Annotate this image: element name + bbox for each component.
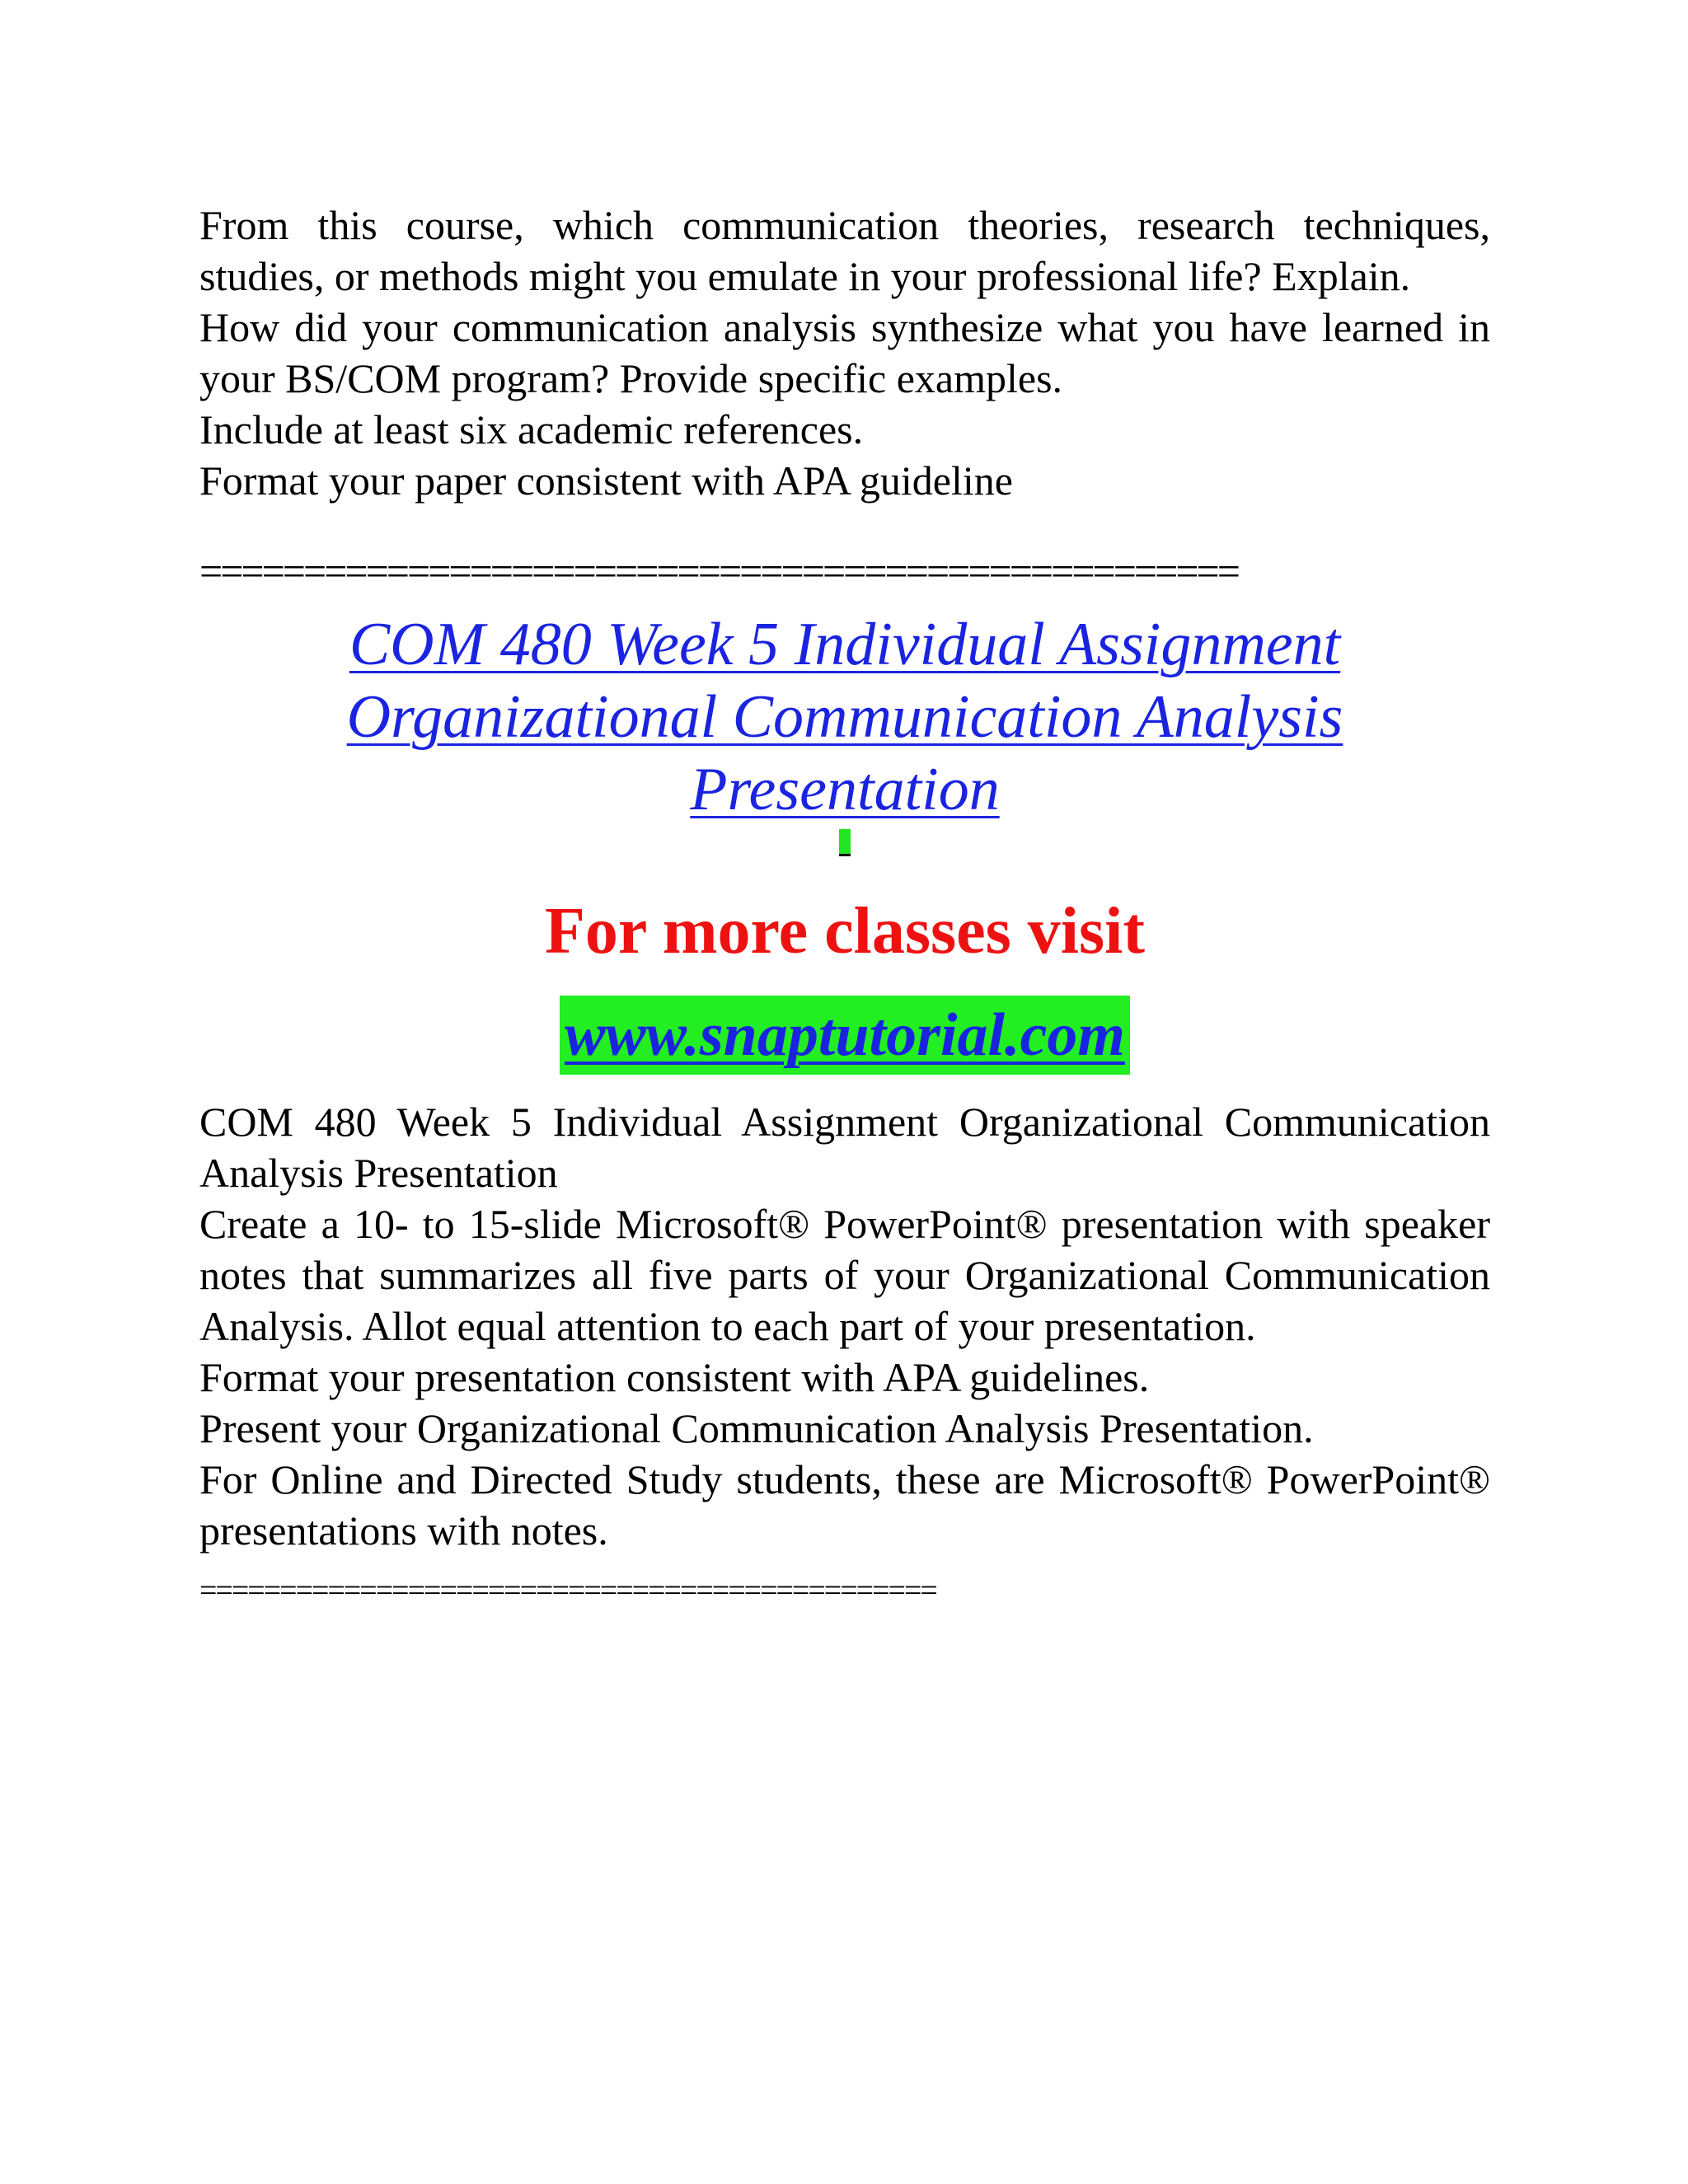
assignment-title-link-line3[interactable]: Presentation: [690, 756, 1000, 823]
intro-question-emulate: From this course, which communication theories, research techniques, studies, or methods might you emulate in your professional life? Explain.: [199, 202, 1490, 299]
assignment-title-block: [199, 608, 1490, 860]
assignment-title-link-line1[interactable]: COM 480 Week 5 Individual Assignment: [349, 611, 1341, 678]
promo-site-wrap: [199, 996, 1490, 1075]
body-online-students-note: For Online and Directed Study students, these are Microsoft® PowerPoint® presentations with notes.: [199, 1456, 1490, 1554]
document-page: [199, 199, 1490, 1607]
body-present-instructions: Present your Organizational Communication Analysis Presentation.: [199, 1405, 1314, 1451]
highlight-marker: [839, 829, 851, 856]
intro-question-synthesize: How did your communication analysis synthesize what you have learned in your BS/COM program? Provide specific examples.: [199, 304, 1490, 401]
body-create-instructions: Create a 10- to 15-slide Microsoft® PowerPoint® presentation with speaker notes that summarizes all five parts of your Organizational Communication Analysis. Allot equal attention to each part of your presentation.: [199, 1201, 1490, 1349]
assignment-body-section: [199, 1096, 1490, 1556]
separator-top: ==================================================: [199, 548, 1238, 594]
body-format-instructions: Format your presentation consistent with APA guidelines.: [199, 1354, 1150, 1400]
assignment-title-link-line2[interactable]: Organizational Communication Analysis: [346, 683, 1343, 751]
body-assignment-name: COM 480 Week 5 Individual Assignment Organizational Communication Analysis Presentation: [199, 1099, 1490, 1196]
promo-visit-text: For more classes visit: [544, 895, 1145, 968]
intro-section: [199, 199, 1490, 506]
intro-references-requirement: Include at least six academic references.: [199, 406, 864, 452]
intro-format-requirement: Format your paper consistent with APA guideline: [199, 457, 1013, 504]
separator-bottom: ==============================================: [199, 1574, 936, 1607]
promo-site-link[interactable]: www.snaptutorial.com: [560, 996, 1130, 1075]
